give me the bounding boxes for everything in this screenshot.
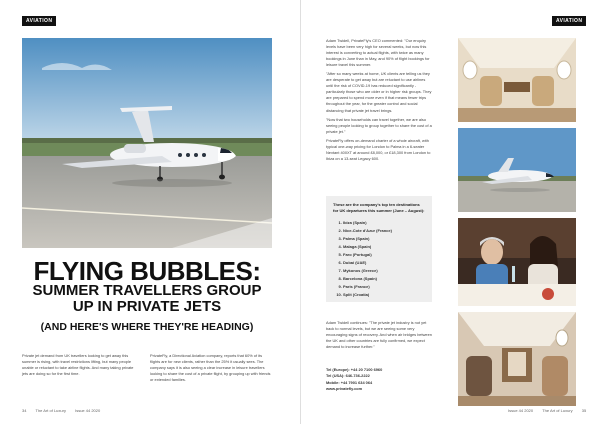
page-number-left: 34 (22, 408, 27, 413)
phone-europe: Tel (Europe): +44 20 7100 6960 (326, 367, 383, 372)
paragraph-households: "Now that two households can travel together, we are also seeing people looking to group together to share the cost of a private jet." (326, 116, 432, 134)
destination-item: 10. Split (Croatia) (343, 291, 425, 299)
magazine-name-right: The Art of Luxury (542, 408, 573, 413)
section-tag-left: AVIATION (22, 16, 56, 26)
issue-left: Issue 44 2020 (75, 408, 101, 413)
destinations-list (333, 219, 425, 299)
cabin-photo-1 (458, 38, 576, 122)
website-link[interactable]: www.privatefly.com (326, 386, 363, 392)
paragraph-pricing: PrivateFly offers on-demand charter of a whole aircraft, with typical one-way pricing for London to Palma in a 6-seater Nextant 400XT at around £8,000, or £18,300 from London to Ibiza on a 13-seat Legacy 600. (326, 137, 431, 161)
intro-column-1: Private jet demand from UK travellers looking to get away this summer is rising, with travel restrictions lifting, but many people unable or reluctant to take airline flights. And many taking private jets are doing so for the first time. (22, 353, 134, 377)
paragraph-ceo-quote: Adam Twidell, PrivateFly's CEO commented: "Our enquiry levels have been very high for several weeks, but now this interest is converting to actual flights, with twice as many bookings in June than in May, and 90% of flight bookings for leisure travel this summer. (326, 38, 430, 68)
issue-right: Issue 44 2020 (508, 408, 534, 413)
destination-item: 1. Ibiza (Spain) (343, 219, 425, 227)
phone-usa: Tel (USA): 646-736-2222 (326, 373, 370, 379)
couple-dining-photo (458, 218, 576, 306)
headline-title: FLYING BUBBLES: (33, 256, 261, 286)
headline-subtitle: SUMMER TRAVELLERS GROUP UP IN PRIVATE JETS (32, 282, 262, 315)
destinations-box (326, 196, 432, 302)
magazine-name-left: The Art of Luxury (35, 408, 66, 413)
section-tag-right: AVIATION (552, 16, 586, 26)
destinations-title: These are the company's top ten destinations for UK departures this summer (June – August): (333, 202, 425, 213)
footer-left (22, 408, 108, 413)
page-gutter (300, 0, 301, 424)
paragraph-recovery: Adam Twidell continues: "The private jet industry is not yet back to normal levels, but we are seeing some very encouraging signs of recovery. And when air bridges between the UK and other countries are fully confirmed, we expect demand to increase further." (326, 320, 432, 350)
footer-right (508, 408, 586, 413)
destination-item: 7. Mykonos (Greece) (343, 267, 425, 275)
destination-item: 4. Malaga (Spain) (343, 243, 425, 251)
page-number-right: 35 (581, 408, 587, 413)
paragraph-clients: "After so many weeks at home, UK clients are telling us they are desperate to get away but are reluctant to use airlines until the risk of COVID-19 has reduced significantly - particularly those who are older or in higher risk groups. They are prepared to spend more even if that means fewer trips throughout the year, for the greater control and social distancing that private jet travel brings. (326, 71, 432, 113)
article-body-right (326, 38, 432, 165)
phone-mobile: Mobile: +44 7901 634 064 (326, 379, 373, 385)
destination-item: 6. Dubai (UAE) (343, 259, 425, 267)
destination-item: 9. Paris (France) (343, 283, 425, 291)
contact-block (326, 367, 432, 393)
headline-subhead: (AND HERE'S WHERE THEY'RE HEADING) (40, 321, 254, 333)
cabin-photo-2 (458, 312, 576, 406)
destination-item: 2. Nice-Cote d'Azur (France) (343, 227, 425, 235)
destination-item: 8. Barcelona (Spain) (343, 275, 425, 283)
intro-column-2: PrivateFly, a Directional Aviation company, reports that 60% of its flights are for new clients, rather than the 25% it usually sees. The company says it is also seeing a clear increase in leisure travellers looking to share the cost of a private flight, by grouping up with friends or extended families. (150, 353, 271, 383)
hero-jet-photo (22, 38, 272, 248)
jet-exterior-photo (458, 128, 576, 212)
destination-item: 5. Faro (Portugal) (343, 251, 425, 259)
destination-item: 3. Palma (Spain) (343, 235, 425, 243)
